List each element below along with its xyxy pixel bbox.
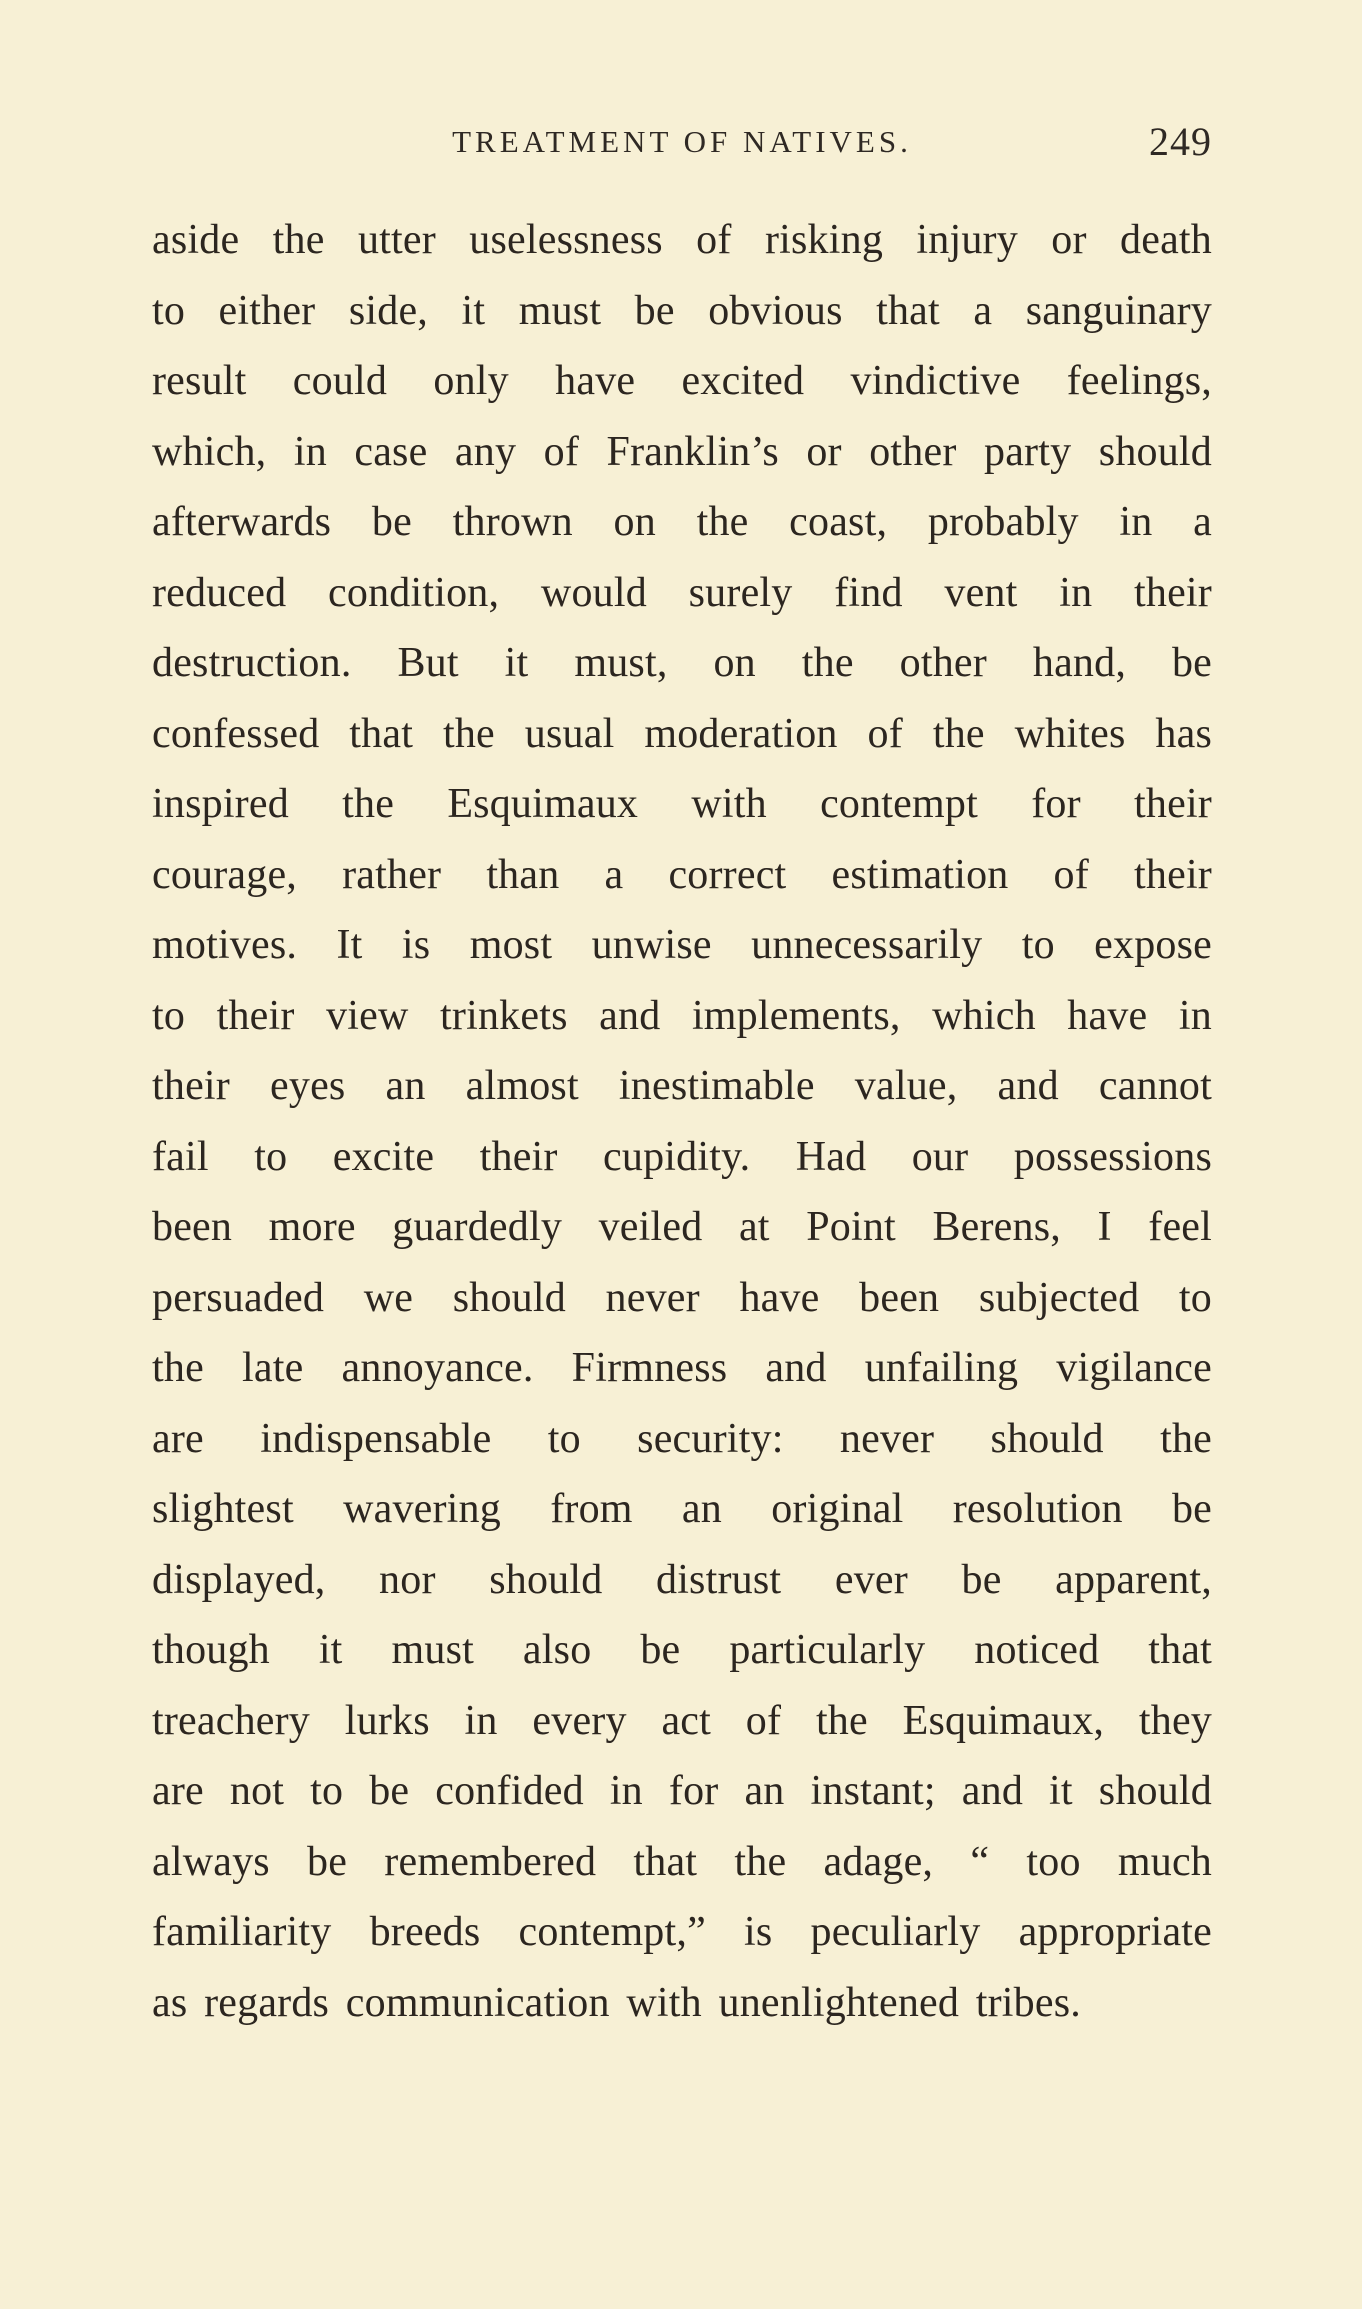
running-head: TREATMENT OF NATIVES.: [452, 124, 912, 159]
text-line: are indispensable to security: never should the: [152, 1415, 1212, 1462]
page-header: [152, 118, 1212, 168]
text-line: been more guardedly veiled at Point Berens, I feel: [152, 1204, 1212, 1250]
body-text: [152, 205, 1212, 2038]
text-line: afterwards be thrown on the coast, probably in a: [152, 499, 1212, 545]
text-line: their eyes an almost inestimable value, and cannot: [152, 1063, 1212, 1109]
text-line: persuaded we should never have been subjected to: [152, 1274, 1212, 1321]
page-number: 249: [1149, 119, 1212, 164]
text-line: motives. It is most unwise unnecessarily to expose: [152, 922, 1212, 968]
text-line: always be remembered that the adage, “ too much: [152, 1838, 1212, 1885]
text-line: reduced condition, would surely find vent in their: [152, 569, 1212, 616]
text-line: the late annoyance. Firmness and unfailing vigilance: [152, 1345, 1212, 1391]
text-line: which, in case any of Franklin’s or other party should: [152, 428, 1212, 475]
text-line: familiarity breeds contempt,” is peculiarly appropriate: [152, 1909, 1212, 1955]
text-line: treachery lurks in every act of the Esquimaux, they: [152, 1697, 1212, 1744]
text-line: as regards communication with unenlightened tribes.: [152, 1979, 1081, 2026]
text-line: slightest wavering from an original resolution be: [152, 1486, 1212, 1532]
text-line: fail to excite their cupidity. Had our possessions: [152, 1133, 1212, 1180]
text-line: to either side, it must be obvious that a sanguinary: [152, 287, 1212, 334]
text-line: are not to be confided in for an instant; and it should: [152, 1768, 1212, 1814]
text-line: courage, rather than a correct estimation of their: [152, 851, 1212, 898]
text-line: aside the utter uselessness of risking injury or death: [152, 217, 1212, 263]
text-line: destruction. But it must, on the other hand, be: [152, 640, 1212, 686]
text-line: confessed that the usual moderation of the whites has: [152, 710, 1212, 757]
text-line: to their view trinkets and implements, which have in: [152, 992, 1212, 1039]
text-line: result could only have excited vindictive feelings,: [152, 358, 1212, 404]
text-line: inspired the Esquimaux with contempt for their: [152, 781, 1212, 827]
text-line: displayed, nor should distrust ever be apparent,: [152, 1556, 1212, 1603]
text-line: though it must also be particularly noticed that: [152, 1627, 1212, 1673]
